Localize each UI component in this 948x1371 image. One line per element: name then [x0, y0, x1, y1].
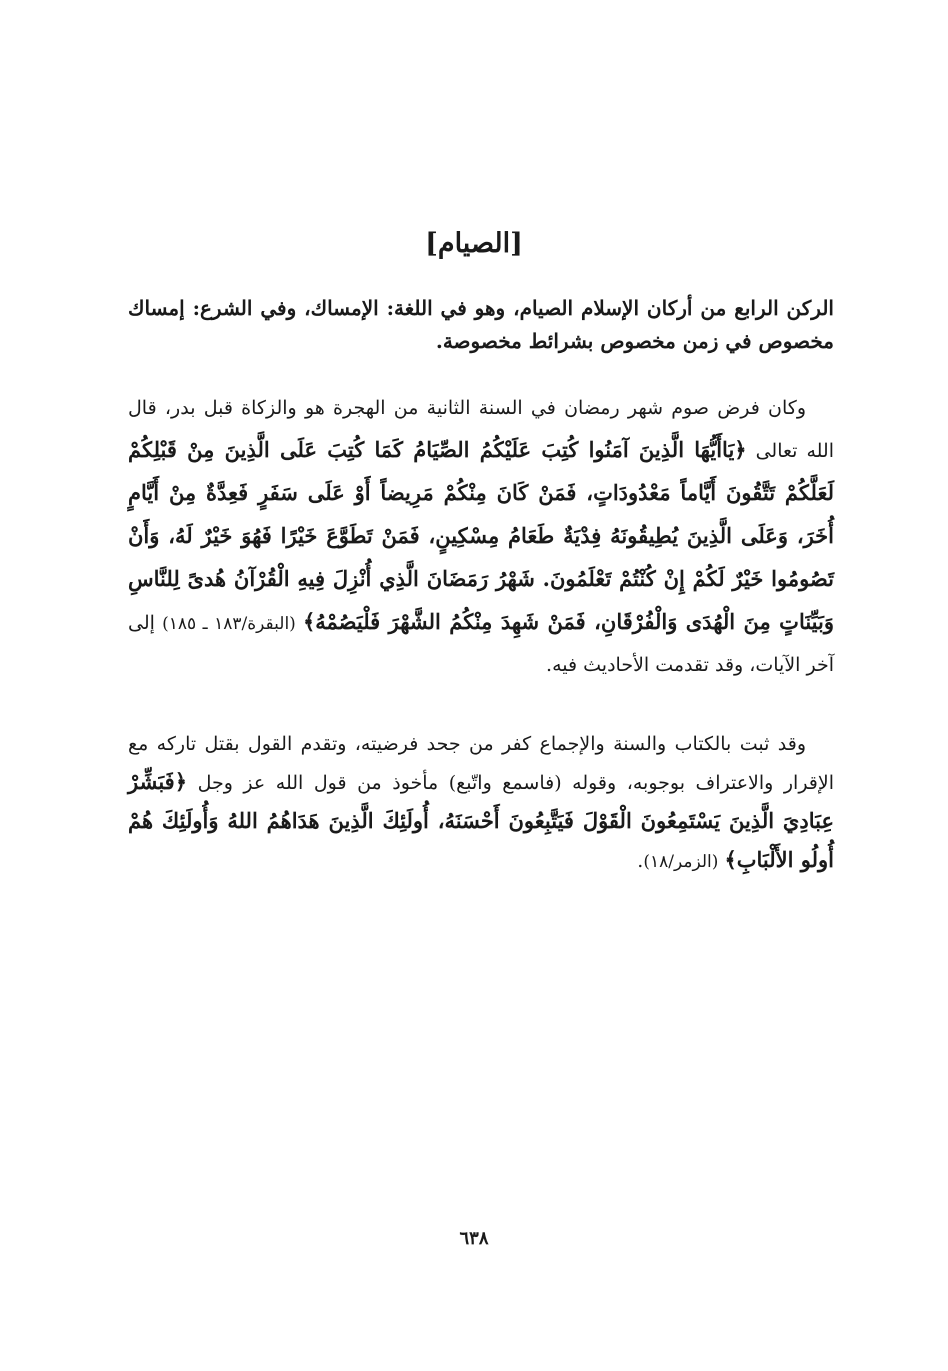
quran-verse: ﴿يَاأَيُّهَا الَّذِينَ آمَنُوا كُتِبَ عَلَيْكُمُ الصِّيَامُ كَمَا كُتِبَ عَلَى الَّذِينَ مِنْ قَبْلِكُمْ لَعَلَّكُمْ تَتَّقُونَ أَيَّاماً مَعْدُودَاتٍ، فَمَنْ كَانَ مِنْكُمْ مَرِيضاً أَوْ عَلَى سَفَرٍ فَعِدَّةٌ مِنْ أَيَّامٍ أُخَرَ، وَعَلَى الَّذِينَ يُطِيقُونَهُ فِدْيَةٌ طَعَامُ مِسْكِينٍ، فَمَنْ تَطَوَّعَ خَيْرًا فَهُوَ خَيْرٌ لَهُ، وَأَنْ تَصُومُوا خَيْرٌ لَكُمْ إِنْ كُنْتُمْ تَعْلَمُونَ. شَهْرُ رَمَضَانَ الَّذِي أُنْزِلَ فِيهِ الْقُرْآنُ هُدىً لِلنَّاسِ وَبَيِّنَاتٍ مِنَ الْهُدَى وَالْفُرْقَانِ، فَمَنْ شَهِدَ مِنْكُمُ الشَّهْرَ فَلْيَصُمْهُ﴾	[128, 437, 835, 634]
paragraph-ruling	[128, 725, 834, 881]
paragraph-intro-text: وقد ثبت بالكتاب والسنة والإجماع كفر من جحد فرضيته، وتقدم القول بقتل تاركه مع الإقرار والاعتراف بوجوبه، وقوله (فاسمع واتّبع) مأخوذ من قول الله عز وجل	[128, 733, 835, 794]
quran-verse: ﴿فَبَشِّرْ عِبَادِيَ الَّذِينَ يَسْتَمِعُونَ الْقَوْلَ فَيَتَّبِعُونَ أَحْسَنَهُ، أُولَئِكَ الَّذِينَ هَدَاهُمُ اللهُ وَأُولَئِكَ هُمْ أُولُو الأَلْبَابِ﴾	[128, 769, 834, 872]
paragraph-intro-text: وكان فرض صوم شهر رمضان في السنة الثانية من الهجرة هو والزكاة قبل بدر، قال الله تعالى	[128, 397, 834, 462]
section-heading: [الصيام]	[425, 228, 523, 259]
page-number: ٦٣٨	[459, 1228, 489, 1249]
paragraph-outro-text: إلى آخر الآيات، وقد تقدمت الأحاديث فيه.	[128, 612, 834, 676]
paragraph-definition: الركن الرابع من أركان الإسلام الصيام، وهو في اللغة: الإمساك، وفي الشرع: إمساك مخصوص في زمن مخصوص بشرائط مخصوصة.	[128, 296, 834, 353]
paragraph-obligation	[128, 388, 834, 686]
paragraph-outro-text: .	[637, 850, 644, 872]
verse-reference: (الزمر/١٨)	[643, 852, 719, 872]
verse-reference: (البقرة/١٨٣ ـ ١٨٥)	[162, 614, 296, 634]
